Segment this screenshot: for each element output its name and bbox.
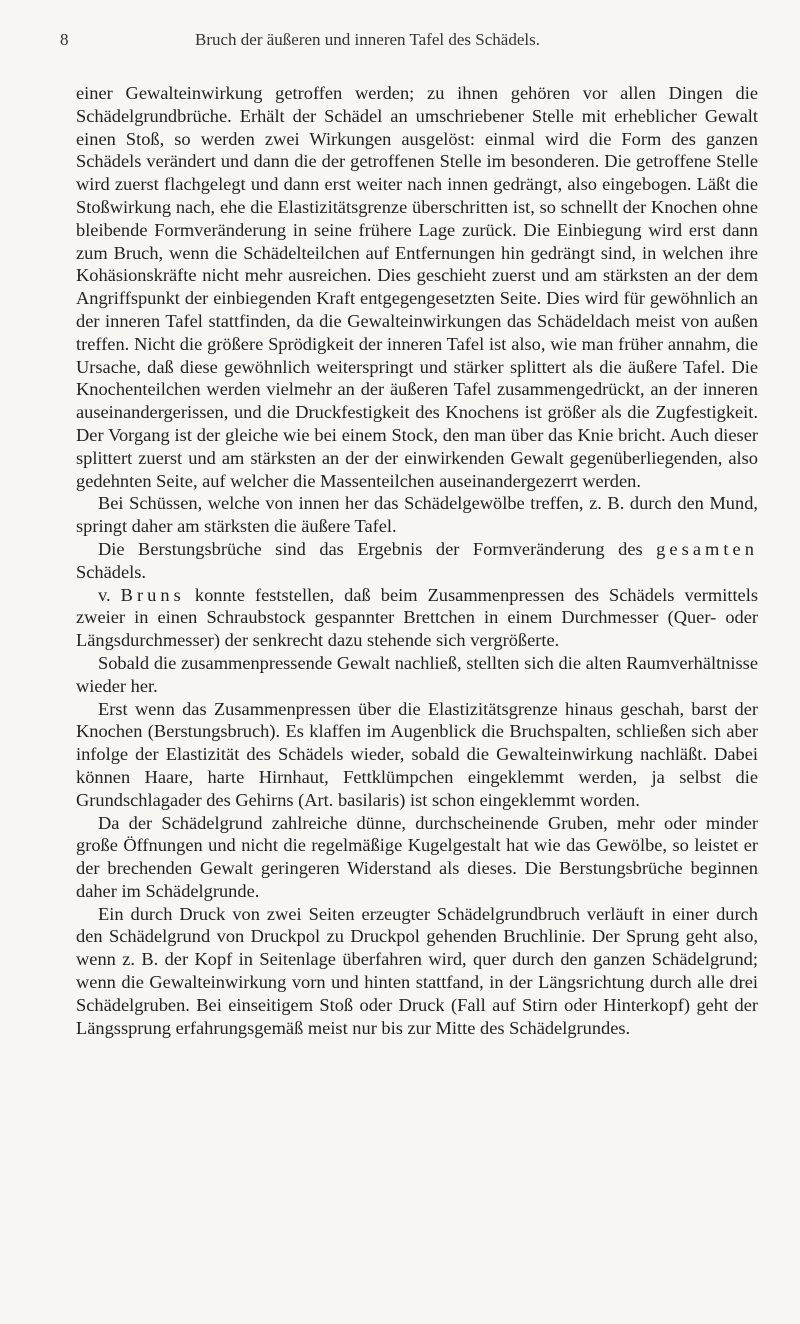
author-name: Bruns (120, 584, 185, 605)
paragraph-text: v. (98, 584, 121, 605)
paragraph: Bei Schüssen, welche von innen her das Schädelgewölbe treffen, z. B. durch den Mund, springt daher am stärksten die äußere Tafel. (76, 493, 758, 537)
paragraph-text: konnte feststellen, daß beim Zusammenpressen des Schädels vermittels zweier in einen Schraubstock gespannter Brettchen in einem Durchmesser (Quer- oder Längsdurchmesser) der senkrecht dazu stehende sich vergrößerte. (76, 584, 758, 651)
paragraph-text: Schädels. (76, 561, 146, 582)
running-title: Bruch der äußeren und inneren Tafel des Schädels. (195, 30, 540, 49)
running-head (60, 30, 750, 52)
paragraph: Erst wenn das Zusammenpressen über die Elastizitätsgrenze hinaus geschah, barst der Knochen (Berstungsbruch). Es klaffen im Augenblick die Bruchspalten, schließen sich aber infolge der Elastizität des Schädels wieder, sobald die Gewalteinwirkung nachläßt. Dabei können Haare, harte Hirnhaut, Fettklümpchen eingeklemmt werden, ja selbst die Grundschlagader des Gehirns (Art. basilaris) ist schon eingeklemmt worden. (76, 698, 758, 810)
paragraph (76, 584, 758, 652)
paragraph: einer Gewalteinwirkung getroffen werden; zu ihnen gehören vor allen Dingen die Schädelgrundbrüche. Erhält der Schädel an umschriebener Stelle mit erheblicher Gewalt einen Stoß, so werden zwei Wirkungen ausgelöst: einmal wird die Form des ganzen Schädels verändert und dann die der getroffenen Stelle im besonderen. Die getroffene Stelle wird zuerst flachgelegt und dann erst weiter nach innen gedrängt, also eingebogen. Läßt die Stoßwirkung nach, ehe die Elastizitätsgrenze überschritten ist, so schnellt der Knochen ohne bleibende Formveränderung in seine frühere Lage zurück. Die Einbiegung wird erst dann zum Bruch, wenn die Schädelteilchen auf Entfernungen hin gedrängt sind, in welchen ihre Kohäsionskräfte nicht mehr ausreichen. Dies geschieht zuerst und am stärksten an der dem Angriffspunkt der einbiegenden Kraft entgegengesetzten Seite. Dies wird für gewöhnlich an der inneren Tafel stattfinden, da die Gewalteinwirkungen das Schädeldach meist von außen treffen. Nicht die größere Sprödigkeit der inneren Tafel ist also, wie man früher annahm, die Ursache, daß diese gewöhnlich weiterspringt und stärker splittert als die äußere Tafel. Die Knochenteilchen werden vielmehr an der äußeren Tafel zusammengedrückt, an der inneren auseinandergerissen, und die Druckfestigkeit des Knochens ist größer als die Zugfestigkeit. Der Vorgang ist der gleiche wie bei einem Stock, den man über das Knie bricht. Auch dieser splittert zuerst und am stärksten an der der einwirkenden Gewalt gegenüberliegenden, also gedehnten Seite, auf welcher die Massenteilchen auseinandergezerrt werden. (76, 83, 758, 491)
body-text (76, 82, 758, 1039)
paragraph: Da der Schädelgrund zahlreiche dünne, durchscheinende Gruben, mehr oder minder große Öffnungen und nicht die regelmäßige Kugelgestalt hat wie das Gewölbe, so leistet er der brechenden Gewalt geringeren Widerstand als dieses. Die Berstungsbrüche beginnen daher im Schädelgrunde. (76, 812, 758, 901)
page-number: 8 (60, 30, 69, 49)
emphasized-word: gesamten (656, 538, 758, 559)
paragraph: Ein durch Druck von zwei Seiten erzeugter Schädelgrundbruch verläuft in einer durch den Schädelgrund von Druckpol zu Druckpol gehenden Bruchlinie. Der Sprung geht also, wenn z. B. der Kopf in Seitenlage überfahren wird, quer durch den ganzen Schädelgrund; wenn die Gewalteinwirkung vorn und hinten stattfand, in der Längsrichtung durch alle drei Schädelgruben. Bei einseitigem Stoß oder Druck (Fall auf Stirn oder Hinterkopf) geht der Längssprung erfahrungsgemäß meist nur bis zur Mitte des Schädelgrundes. (76, 903, 758, 1038)
paragraph-text: Die Berstungsbrüche sind das Ergebnis der Formveränderung des (98, 538, 657, 559)
paragraph (76, 538, 758, 584)
paragraph: Sobald die zusammenpressende Gewalt nachließ, stellten sich die alten Raumverhältnisse wieder her. (76, 652, 758, 696)
